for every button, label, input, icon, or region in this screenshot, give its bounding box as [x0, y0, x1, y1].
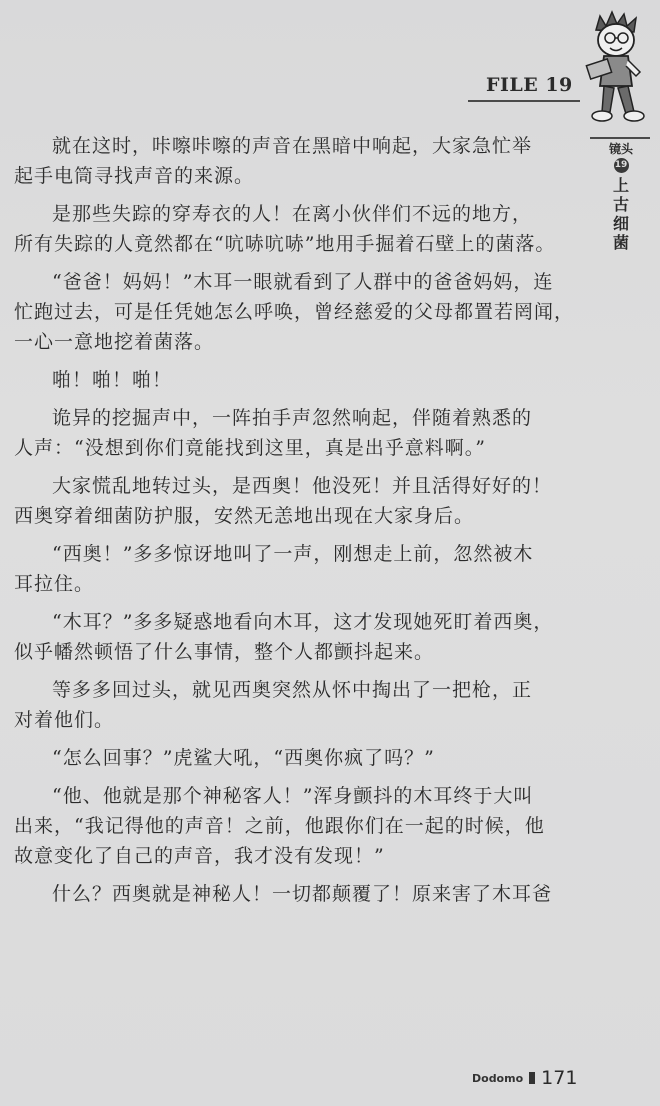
paragraph [14, 267, 574, 357]
page-number: 171 [541, 1067, 578, 1089]
text-line: 就在这时，咔嚓咔嚓的声音在黑暗中响起，大家急忙举 [52, 135, 533, 157]
paragraph [14, 471, 574, 531]
text-line: “木耳？”多多疑惑地看向木耳，这才发现她死盯着西奥， [52, 611, 554, 633]
text-line: 故意变化了自己的声音，我才没有发现！” [14, 845, 385, 867]
paragraph [14, 607, 574, 667]
text-line: 一心一意地挖着菌落。 [14, 331, 215, 353]
text-line: 人声：“没想到你们竟能找到这里，真是出乎意料啊。” [14, 437, 486, 459]
cartoon-boy-mascot-icon [582, 8, 654, 136]
paragraph [14, 879, 574, 909]
paragraph [14, 743, 574, 773]
paragraph [14, 403, 574, 463]
text-line: “西奥！”多多惊讶地叫了一声，刚想走上前，忽然被木 [52, 543, 534, 565]
side-title-char: 细 [612, 214, 629, 233]
text-line: 诡异的挖掘声中，一阵拍手声忽然响起，伴随着熟悉的 [52, 407, 533, 429]
text-line: 大家慌乱地转过头，是西奥！他没死！并且活得好好的！ [52, 475, 553, 497]
text-line: 什么？西奥就是神秘人！一切都颠覆了！原来害了木耳爸 [52, 883, 553, 905]
side-title-char: 上 [612, 176, 629, 195]
chapter-file-label: FILE 19 [486, 74, 573, 96]
text-line: 等多多回过头，就见西奥突然从怀中掏出了一把枪，正 [52, 679, 533, 701]
paragraph [14, 675, 574, 735]
side-title-char: 菌 [612, 233, 629, 252]
footer-mark [529, 1072, 535, 1084]
text-line: “他、他就是那个神秘客人！”浑身颤抖的木耳终于大叫 [52, 785, 534, 807]
chapter-side-label [604, 142, 638, 252]
footer-brand: Dodomo [472, 1071, 524, 1085]
text-line: 是那些失踪的穿寿衣的人！在离小伙伴们不远的地方， [52, 203, 533, 225]
text-line: 忙跑过去，可是任凭她怎么呼唤，曾经慈爱的父母都置若罔闻， [14, 301, 575, 323]
text-line: 出来，“我记得他的声音！之前，他跟你们在一起的时候，他 [14, 815, 545, 837]
text-line: 似乎幡然顿悟了什么事情，整个人都颤抖起来。 [14, 641, 435, 663]
paragraph [14, 365, 574, 395]
paragraph [14, 781, 574, 871]
text-line: 西奥穿着细菌防护服，安然无恙地出现在大家身后。 [14, 505, 475, 527]
story-body [14, 131, 574, 917]
paragraph [14, 539, 574, 599]
text-line: “怎么回事？”虎鲨大吼，“西奥你疯了吗？” [52, 747, 435, 769]
text-line: 所有失踪的人竟然都在“吭哧吭哧”地用手掘着石壁上的菌落。 [14, 233, 556, 255]
paragraph [14, 131, 574, 191]
paragraph [14, 199, 574, 259]
text-line: 耳拉住。 [14, 573, 95, 595]
text-line: 对着他们。 [14, 709, 115, 731]
side-chapter-number: 19 [614, 158, 629, 173]
text-line: 起手电筒寻找声音的来源。 [14, 165, 255, 187]
side-lens-label: 镜头 [608, 142, 633, 156]
header-rule [468, 100, 580, 102]
side-rule [590, 137, 650, 139]
text-line: “爸爸！妈妈！”木耳一眼就看到了人群中的爸爸妈妈，连 [52, 271, 554, 293]
text-line: 啪！啪！啪！ [52, 369, 173, 391]
page-footer [472, 1067, 577, 1089]
side-title-char: 古 [612, 195, 629, 214]
